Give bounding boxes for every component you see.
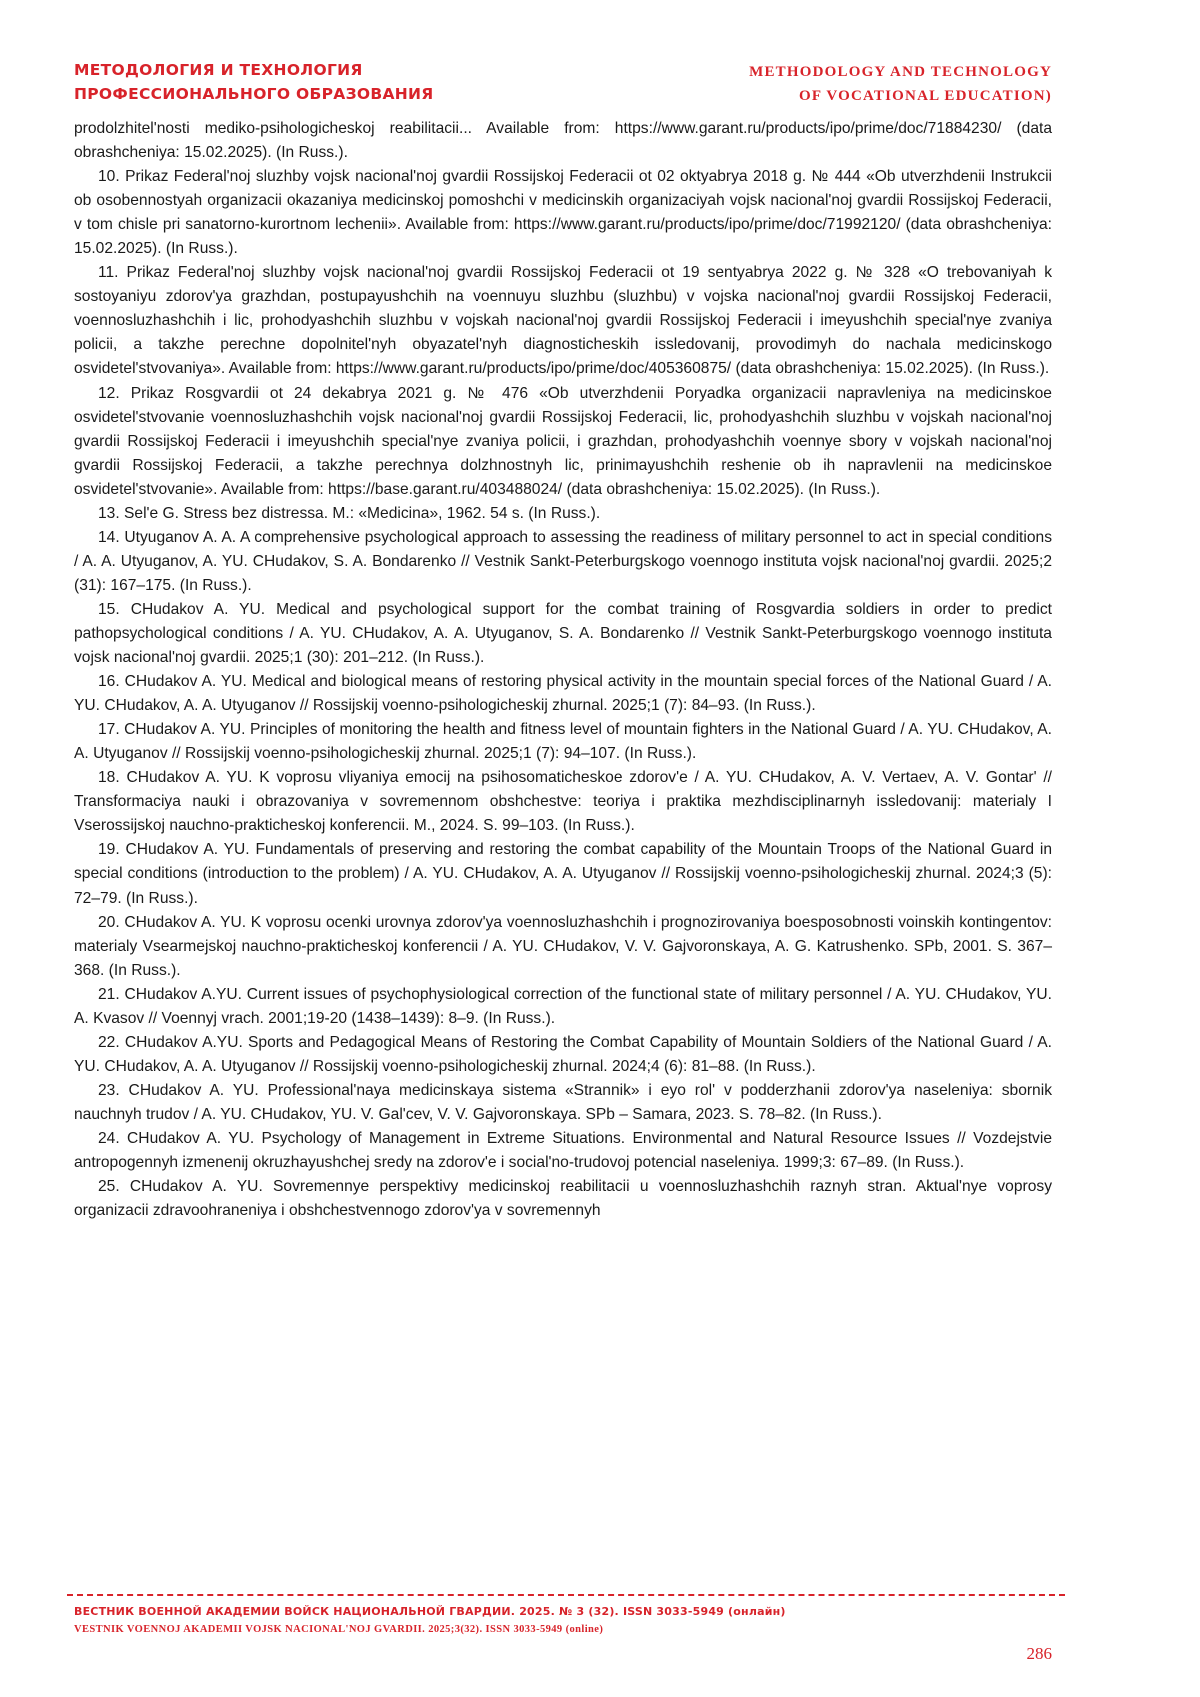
- reference-item: 19. CHudakov A. YU. Fundamentals of preserving and restoring the combat capability of the Mountain Troops of the National Guard in special conditions (introduction to the problem) / A. YU. CHudakov, A. A. Utyuganov // Rossijskij voenno-psihologicheskij zhurnal. 2024;3 (5): 72–79. (In Russ.).: [74, 841, 1052, 907]
- reference-item: 17. CHudakov A. YU. Principles of monitoring the health and fitness level of mountain fighters in the National Guard / A. YU. CHudakov, A. A. Utyuganov // Rossijskij voenno-psihologicheskij zhurnal. 2025;1 (7): 94–107. (In Russ.).: [74, 721, 1052, 763]
- reference-item: prodolzhitel'nosti mediko-psihologicheskoj reabilitacii... Available from: https://www.garant.ru/products/ipo/prime/doc/71884230/ (data obrashcheniya: 15.02.2025). (In Russ.).: [74, 120, 1052, 162]
- reference-item: 13. Sel'e G. Stress bez distressa. M.: «Medicina», 1962. 54 s. (In Russ.).: [98, 504, 601, 522]
- reference-item: 21. CHudakov A.YU. Current issues of psychophysiological correction of the functional state of military personnel / A. YU. CHudakov, YU. A. Kvasov // Voennyj vrach. 2001;19-20 (1438–1439): 8–9. (In Russ.).: [74, 985, 1052, 1027]
- header-en-line1: METHODOLOGY AND TECHNOLOGY: [749, 64, 1052, 80]
- reference-item: 16. CHudakov A. YU. Medical and biological means of restoring physical activity in the mountain special forces of the National Guard / A. YU. CHudakov, A. A. Utyuganov // Rossijskij voenno-psihologicheskij zhurnal. 2025;1 (7): 84–93. (In Russ.).: [74, 673, 1052, 715]
- footer-ru: ВЕСТНИК ВОЕННОЙ АКАДЕМИИ ВОЙСК НАЦИОНАЛЬНОЙ ГВАРДИИ. 2025. № 3 (32). ISSN 3033-5949 (онлайн): [74, 1605, 786, 1618]
- reference-item: 10. Prikaz Federal'noj sluzhby vojsk nacional'noj gvardii Rossijskoj Federacii ot 02 oktyabrya 2018 g. № 444 «Ob utverzhdenii Instrukcii ob osobennostyah organizacii okazaniya medicinskoj pomoshchi v medicinskih organizaciyah vojsk nacional'noj gvardii Rossijskoj Federacii, v tom chisle pri sanatorno-kurortnom lechenii». Available from: https://www.garant.ru/products/ipo/prime/doc/71992120/ (data obrashcheniya: 15.02.2025). (In Russ.).: [74, 168, 1052, 258]
- reference-item: 23. CHudakov A. YU. Professional'naya medicinskaya sistema «Strannik» i eyo rol' v podderzhanii zdorov'ya naseleniya: sbornik nauchnyh trudov / A. YU. CHudakov, YU. V. Gal'cev, V. V. Gajvoronskaya. SPb – Samara, 2023. S. 78–82. (In Russ.).: [74, 1081, 1052, 1123]
- reference-item: 25. CHudakov A. YU. Sovremennye perspektivy medicinskoj reabilitacii u voennosluzhashchih raznyh stran. Aktual'nye voprosy organizacii zdravoohraneniya i obshchestvennogo zdorov'ya v sovremennyh: [74, 1178, 1052, 1220]
- reference-item: 20. CHudakov A. YU. K voprosu ocenki urovnya zdorov'ya voennosluzhashchih i prognozirovaniya boesposobnosti voinskih kontingentov: materialy Vsearmejskoj nauchno-prakticheskoj konferencii / A. YU. CHudakov, V. V. Gajvoronskaya, A. G. Katrushenko. SPb, 2001. S. 367–368. (In Russ.).: [74, 913, 1052, 979]
- reference-item: 14. Utyuganov A. A. A comprehensive psychological approach to assessing the readiness of military personnel to act in special conditions / A. A. Utyuganov, A. YU. CHudakov, S. A. Bondarenko // Vestnik Sankt-Peterburgskogo voennogo instituta vojsk nacional'noj gvardii. 2025;2 (31): 167–175. (In Russ.).: [74, 528, 1052, 594]
- reference-list: [74, 117, 1052, 1223]
- reference-item: 22. CHudakov A.YU. Sports and Pedagogical Means of Restoring the Combat Capability of Mountain Soldiers of the National Guard / A. YU. CHudakov, A. A. Utyuganov // Rossijskij voenno-psihologicheskij zhurnal. 2024;4 (6): 81–88. (In Russ.).: [74, 1033, 1052, 1075]
- reference-item: 15. CHudakov A. YU. Medical and psychological support for the combat training of Rosgvardia soldiers in order to predict pathopsychological conditions / A. YU. CHudakov, A. A. Utyuganov, S. A. Bondarenko // Vestnik Sankt-Peterburgskogo voennogo instituta vojsk nacional'noj gvardii. 2025;1 (30): 201–212. (In Russ.).: [74, 600, 1052, 667]
- page-number: 286: [1026, 1644, 1052, 1663]
- reference-item: 18. CHudakov A. YU. K voprosu vliyaniya emocij na psihosomaticheskoe zdorov'e / A. YU. CHudakov, A. V. Vertaev, A. V. Gontar' // Transformaciya nauki i obrazovaniya v sovremennom obshchestve: teoriya i praktika mezhdisciplinarnyh issledovanij: materialy I Vserossijskoj nauchno-prakticheskoj konferencii. M., 2024. S. 99–103. (In Russ.).: [74, 769, 1052, 835]
- header-en-line2: OF VOCATIONAL EDUCATION): [799, 88, 1052, 104]
- reference-item: 12. Prikaz Rosgvardii ot 24 dekabrya 2021 g. № 476 «Ob utverzhdenii Poryadka organizacii napravleniya na medicinskoe osvidetel'stvovanie voennosluzhashchih vojsk nacional'noj gvardii Rossijskoj Federacii, lic, prohodyashchih sluzhbu v vojskah nacional'noj gvardii Rossijskoj Federacii i imeyushchih special'nye zvaniya policii, i grazhdan, prohodyashchih voennye sbory v vojskah nacional'noj gvardii Rossijskoj Federacii, a takzhe perechnya dolzhnostnyh lic, prinimayushchih reshenie ob ih napravlenii na medicinskoe osvidetel'stvovanie». Available from: https://base.garant.ru/403488024/ (data obrashcheniya: 15.02.2025). (In Russ.).: [74, 384, 1052, 498]
- journal-header-ru: [74, 58, 434, 106]
- header-ru-line1: МЕТОДОЛОГИЯ И ТЕХНОЛОГИЯ: [74, 61, 363, 79]
- header-ru-line2: ПРОФЕССИОНАЛЬНОГО ОБРАЗОВАНИЯ: [74, 85, 434, 103]
- footer-en: VESTNIK VOENNOJ AKADEMII VOJSK NACIONAL'NOJ GVARDII. 2025;3(32). ISSN 3033-5949 (online): [74, 1624, 604, 1635]
- journal-header-en: [749, 60, 1052, 108]
- reference-item: 11. Prikaz Federal'noj sluzhby vojsk nacional'noj gvardii Rossijskoj Federacii ot 19 sentyabrya 2022 g. № 328 «O trebovaniyah k sostoyaniyu zdorov'ya grazhdan, postupayushchih na voennuyu sluzhbu (sluzhbu) v vojska nacional'noj gvardii Rossijskoj Federacii, voennosluzhashchih i lic, prohodyashchih sluzhbu v vojskah nacional'noj gvardii Rossijskoj Federacii i imeyushchih special'nye zvaniya policii, a takzhe perechne dopolnitel'nyh obyazatel'nyh diagnosticheskih issledovanij, provodimyh do nachala medicinskogo osvidetel'stvovaniya». Available from: https://www.garant.ru/products/ipo/prime/doc/405360875/ (data obrashcheniya: 15.02.2025). (In Russ.).: [74, 264, 1052, 378]
- reference-item: 24. CHudakov A. YU. Psychology of Management in Extreme Situations. Environmental and Natural Resource Issues // Vozdejstvie antropogennyh izmenenij okruzhayushchej sredy na zdorov'e i social'no-trudovoj potencial naseleniya. 1999;3: 67–89. (In Russ.).: [74, 1129, 1052, 1172]
- footer-divider: [67, 1594, 1065, 1596]
- journal-footer: [74, 1603, 786, 1639]
